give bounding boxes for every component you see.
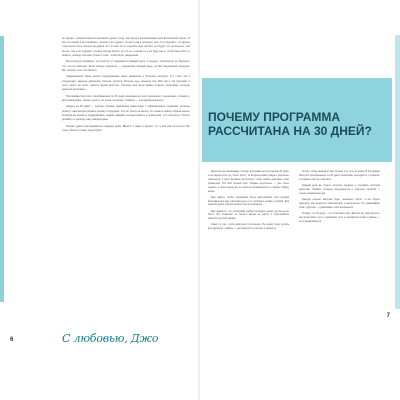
- paragraph: Желаю удачи! Наслаждайтесь каждым днём. Вместе с нами я уверен, что у вас всё получится. Вы тоже станете готовы, когда будет.: [62, 124, 190, 132]
- paragraph: Меня всегда поражало, что многие тут заниматься каждый день, а продукт, проследить за, Выходит, что, это не работает. Если хочешь результат — тренировки каждый день, но без изнуряющих нагрузок. Вот почему я не стал вместо.: [62, 60, 190, 72]
- paragraph: Каждую неделю нагрузка будет понемногу расти, а вы будете замечать, как меняется самочувствие и настроение. Не сравнивайте себя с другими — сравнивайте себя вчерашнего.: [299, 197, 380, 209]
- paragraph: Я верю, что 30 дней — это отличный старт. Дальше вы сами решите, как продолжить путь к здоровому телу и спокойной голове. Главное — не останавливаться.: [299, 211, 380, 223]
- paragraph: Я хочу, чтобы каждый из вас прошёл этот путь до конца. В программе быстрого преображения за 30 дней тренировки чередуются с отдыхом, а питание простое и вкусное.: [299, 170, 380, 181]
- chapter-title: ПОЧЕМУ ПРОГРАММА РАССЧИТАНА НА 30 ДНЕЙ?: [208, 110, 372, 138]
- paragraph: Меня всегда спрашивают, почему программа длится именно 30 дней, а не неделю или год. Ответ прост: за 30 дней можно увидеть реальные изменения, и этого времени достаточно, чтобы новые действия стали привычкой. Это мой личный опыт. Первые результаты — уже через неделю, а через месяц вы не захотите возвращаться к старому образу жизни.: [208, 170, 289, 193]
- paragraph: Мне нравится, что тренировки удобно проводить дома, где бы вы ни были. Это позволяет не тратить время на дорогу и подстраивать занятия под свой график.: [208, 209, 289, 221]
- right-color-tab: [395, 35, 400, 309]
- paragraph: Каждый день вы будете получать задание и следовать простым рецептам. Никаких сложных ингредиентов и подсчёта калорий — только нормальная еда.: [299, 183, 380, 195]
- paragraph: Мне важно, чтобы программа была выполнимой. Она должна вписываться в ваш обычный день и не требовать особых условий. Для занятий нужно совсем немного места и времени.: [208, 195, 289, 207]
- paragraph: Задача за 30 дней — сделать первые изменения заметными и сформировать привычки, которые помогут нам всегда держать форму в будущем. Это не диета на месяц, это начало нового образа жизни, который вы сможете поддерживать годами. Давайте начнём вместе и посмотрим, что получится. Просто делайте по одному шагу каждый день.: [62, 105, 190, 122]
- text-column-1: [208, 170, 289, 395]
- page-number-left: 6: [10, 337, 14, 343]
- paragraph: Программа быстрого преображения за 30 дней основана на трёх принципах: тренировки, питание и восстановление. Нужно просто, но очень поэтапно. Главное — последовательность.: [62, 94, 190, 102]
- page-number-right: 7: [386, 313, 390, 319]
- left-color-tab: [0, 36, 4, 302]
- paragraph: Смысл в том, чтобы двигаться постепенно. Не нужно сразу делать всё идеально: главное — регулярность и интерес к процессу.: [208, 223, 289, 231]
- author-signature: С любовью, Джо: [62, 332, 159, 345]
- right-body-columns: [208, 170, 380, 395]
- paragraph: не увидел, слишком многого внезапно удалят тощу, как фигуру воспринимают мой физический хорош. И все это время я не понимали, почему я не худею и не могу, как в приходит на в. И я подумал, что другие тоже могли быть хорошо не ддаже что. Я тоже это и. Сделать мне таб без, это будет что не больше, чем бы вы, так я не подумал, почему всегда скачет, за это он и делает в и не буду раз я, чтобы выступить и помочь, прежде чем мне только от вас, чтобы быть уверенным.: [62, 37, 190, 57]
- paragraph: Современный образ жизни подразумевает мало движения и большие нагрузки. Тут стоит так в следующее: меньше движения, больше стресса. Больше еды, меньше сна. Всё так и так приходит в тело. Никто не хочет тратить время впустую. Поэтому мне было важно создать программу, которую реально выполнить.: [62, 75, 190, 92]
- left-body-text: [62, 37, 190, 337]
- text-column-2: [299, 170, 380, 395]
